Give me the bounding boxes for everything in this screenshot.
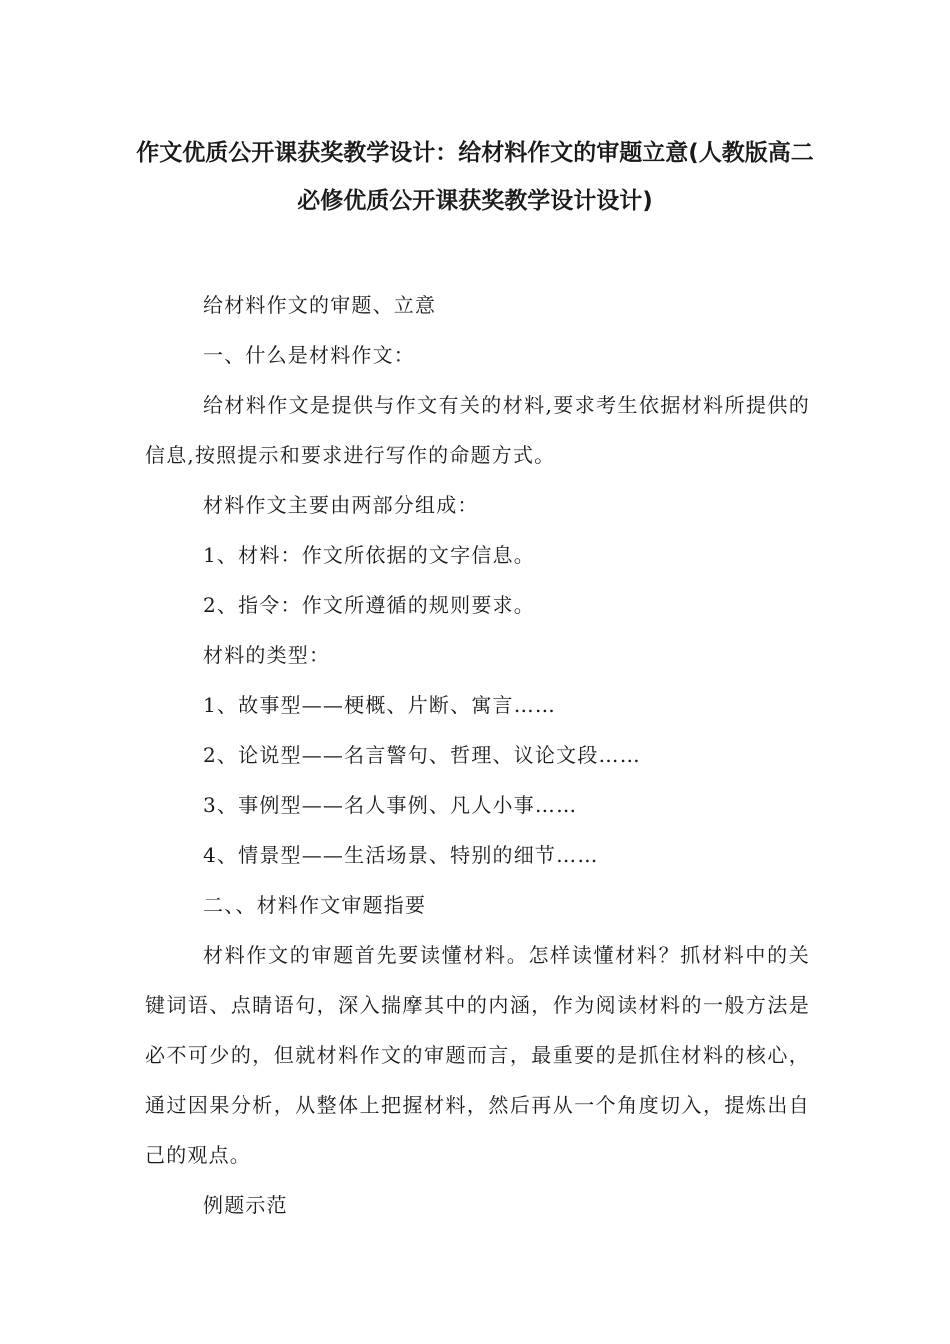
document-body xyxy=(145,280,810,1230)
list-item: 1、故事型——梗概、片断、寓言…… xyxy=(203,693,557,717)
section-heading: 二、、材料作文审题指要 xyxy=(203,893,427,917)
list-item: 2、指令：作文所遵循的规则要求。 xyxy=(203,593,535,617)
section-heading: 例题示范 xyxy=(203,1193,288,1217)
body-paragraph: 材料作文主要由两部分组成： xyxy=(203,493,479,517)
list-item: 1、材料：作文所依据的文字信息。 xyxy=(203,543,535,567)
document-title-line-2: 必修优质公开课获奖教学设计设计) xyxy=(297,188,653,214)
list-item: 3、事例型——名人事例、凡人小事…… xyxy=(203,793,578,817)
list-item: 4、情景型——生活场景、特别的细节…… xyxy=(203,843,599,867)
section-heading: 一、什么是材料作文： xyxy=(203,343,415,367)
section-heading: 给材料作文的审题、立意 xyxy=(203,293,437,317)
body-paragraph: 材料的类型： xyxy=(203,643,331,667)
document-title-line-1: 作文优质公开课获奖教学设计：给材料作文的审题立意(人教版高二 xyxy=(136,140,814,166)
body-paragraph: 材料作文的审题首先要读懂材料。怎样读懂材料？抓材料中的关键词语、点睛语句，深入揣摩其中的内涵，作为阅读材料的一般方法是必不可少的，但就材料作文的审题而言，最重要的是抓住材料的核心，通过因果分析，从整体上把握材料，然后再从一个角度切入，提炼出自己的观点。 xyxy=(145,943,810,1167)
body-paragraph: 给材料作文是提供与作文有关的材料,要求考生依据材料所提供的信息,按照提示和要求进行写作的命题方式。 xyxy=(145,393,810,467)
list-item: 2、论说型——名言警句、哲理、议论文段…… xyxy=(203,743,641,767)
